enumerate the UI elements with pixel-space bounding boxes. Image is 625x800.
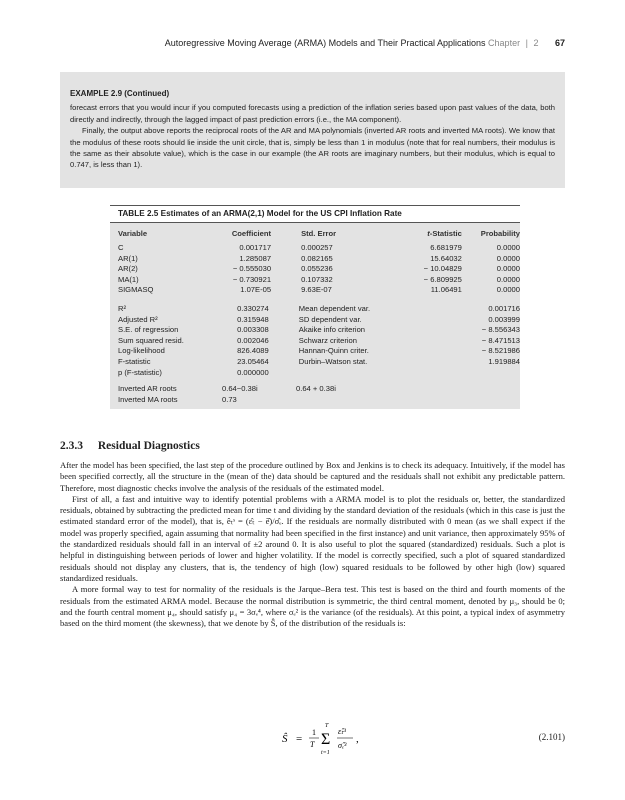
section-number: 2.3.3 — [60, 440, 83, 452]
stat-value-2: 0.001716 — [488, 303, 520, 313]
cell-probability: 0.0000 — [496, 264, 520, 274]
cell-variable: AR(2) — [118, 264, 138, 274]
stat-value: 0.315948 — [237, 314, 269, 324]
stat-label: F-statistic — [118, 356, 151, 366]
body-paragraph-1: After the model has been specified, the last step of the procedure outlined by Box and Jenkins is to check its adequacy. Intuitively, if the model has been specified correctly, all the structure in the (mean of the) data should be captured and the residuals shall not exhibit any predictable pattern. Therefore, most diagnostic checks involve the analysis of the residuals of the estimated model. — [60, 460, 565, 493]
stat-label-2 — [269, 368, 456, 379]
stat-label: S.E. of regression — [118, 325, 179, 335]
example-paragraph-1: forecast errors that you would incur if you computed forecasts using a prediction of the inflation series based upon past values of the data, both directly and indirectly, through the lagged impact of past prediction errors (i.e., the MA component). — [70, 103, 555, 124]
cell-t-statistic: − 10.04829 — [423, 264, 462, 274]
running-header — [60, 38, 565, 48]
cell-probability: 0.0000 — [496, 274, 520, 284]
roots-label: Inverted MA roots — [118, 394, 178, 404]
column-header: Variable — [118, 229, 148, 238]
eq-sum-lower: t=1 — [321, 750, 330, 756]
body-text — [60, 460, 565, 629]
eq-term-den: σ̂ₑ³ — [338, 741, 347, 750]
table-row — [110, 285, 520, 296]
cell-coefficient: 1.07E-05 — [240, 285, 272, 295]
stat-label-2: Akaike info criterion — [298, 325, 366, 335]
cell-coefficient: 0.001717 — [239, 243, 272, 252]
roots-row — [110, 384, 520, 395]
body-paragraph-2: First of all, a fast and intuitive way to identify potential problems with a ARMA model is to plot the residuals or, better, the standardized residuals, obtained by subtracting the predicted mean for time t and dividing by the standard deviation of the residuals (which in this case is just the estimated standard error of the model), that is, êₜˢ = (ε̂ₜ − ē̂)/σ̂ₑ. If the residuals are normally distributed with 0 mean (as we shall expect if the model was properly specified, again assuming that normality had been specified in the first instance) and unit variance, then approximately 95% of the standardized residuals should fall in an interval of ±2 around 0. It is also useful to plot the squared (standardized) residuals. Such a plot is helpful in distinguishing between periods of lower and higher volatility. If the model is correctly specified, such a plot of squared standardized residuals should not display any clusters, that is, the tendency of high (low) squared residuals to be followed by other high (low) squared standardized residuals. — [60, 493, 565, 583]
roots-row — [110, 395, 520, 406]
stat-value: 0.000000 — [237, 367, 269, 377]
cell-t-statistic: 6.681979 — [430, 243, 462, 252]
stat-value-2: − 8.556343 — [481, 325, 520, 335]
stat-value-2 — [455, 368, 520, 379]
section-heading — [60, 440, 200, 452]
column-header: Coefficient — [231, 229, 272, 238]
eq-sum-upper: T — [325, 723, 329, 729]
stat-label: Sum squared resid. — [118, 335, 184, 345]
example-paragraph-2: Finally, the output above reports the reciprocal roots of the AR and MA polynomials (inverted AR roots and inverted MA roots). We know that the modulus of these roots should lie inside the unit circle, that is, simply be less than 1 in modulus (note that for real numbers, their modulus is the same as their absolute value), which is the case in our example (the AR roots are imaginary numbers, but their modulus, which is equal to 0.747, is less than 1). — [70, 126, 555, 170]
stat-value-2: − 8.471513 — [481, 335, 520, 345]
table-row — [110, 254, 520, 265]
stat-label: p (F-statistic) — [118, 367, 162, 377]
body-paragraph-3: A more formal way to test for normality of the residuals is the Jarque–Bera test. This test is based on the third and fourth moments of the residuals from the estimated ARMA model. Because the normal distribution is symmetric, the third central moment, denoted by μ₃, should be 0; and the fourth central moment μ₄, should satisfy μ₄ = 3σₑ⁴, where σₑ² is the variance (of the residuals). At this point, a typical index of asymmetry based on the third moment (the skewness), that we denote by Ŝ, of the distribution of the residuals is: — [60, 584, 565, 629]
eq-frac-num: 1 — [312, 728, 316, 737]
estimates-table — [110, 205, 520, 409]
table-body — [110, 223, 520, 409]
roots-rows — [110, 384, 520, 405]
equation-2-101 — [60, 718, 565, 758]
stat-row — [110, 336, 520, 347]
column-header: t-Statistic — [427, 229, 462, 238]
stat-row — [110, 325, 520, 336]
page-number: 67 — [554, 38, 565, 48]
stat-row — [110, 304, 520, 315]
stat-label: Log-likelihood — [118, 346, 165, 356]
eq-frac-den: T — [310, 740, 315, 749]
stat-row — [110, 346, 520, 357]
stat-label-2: Hannan-Quinn criter. — [298, 346, 369, 356]
stat-label-2: Durbin–Watson stat. — [298, 356, 368, 366]
chapter-number: 2 — [533, 38, 539, 48]
stat-label-2: SD dependent var. — [298, 314, 362, 324]
table-row — [110, 264, 520, 275]
eq-lhs: Ŝ — [282, 733, 288, 745]
skewness-formula — [280, 718, 390, 758]
eq-term-num: ε̂ₜ³ — [338, 727, 346, 736]
section-title: Residual Diagnostics — [97, 440, 200, 452]
cell-t-statistic: 11.06491 — [430, 285, 462, 295]
cell-std-error: 0.000257 — [301, 243, 333, 252]
stat-label-2: Mean dependent var. — [298, 303, 371, 313]
roots-value-2: 0.64 + 0.38i — [296, 384, 336, 394]
cell-variable: MA(1) — [118, 274, 139, 284]
stat-value: 0.002046 — [237, 335, 269, 345]
coefficient-rows — [110, 243, 520, 296]
cell-probability: 0.0000 — [496, 253, 520, 263]
stat-label-2: Schwarz criterion — [298, 335, 358, 345]
stat-row — [110, 357, 520, 368]
cell-probability: 0.0000 — [496, 285, 520, 295]
cell-variable: SIGMASQ — [118, 285, 154, 295]
cell-coefficient: − 0.730921 — [232, 274, 272, 284]
stat-value: 23.05464 — [237, 356, 269, 366]
chapter-label: Chapter — [488, 38, 521, 48]
stat-label: R² — [118, 303, 127, 313]
example-title: EXAMPLE 2.9 (Continued) — [70, 89, 170, 98]
roots-value: 0.64−0.38i — [222, 384, 258, 394]
stat-row — [110, 315, 520, 326]
table-title: TABLE 2.5 Estimates of an ARMA(2,1) Model for the US CPI Inflation Rate — [110, 205, 520, 223]
eq-trailing: , — [356, 733, 359, 745]
stat-value-2: 1.919884 — [488, 356, 520, 366]
stat-label: Adjusted R² — [118, 314, 158, 324]
cell-std-error: 0.082165 — [301, 253, 333, 263]
cell-variable: C — [118, 243, 124, 252]
table-row — [110, 243, 520, 254]
statistics-rows — [110, 304, 520, 378]
example-box — [60, 72, 565, 188]
header-separator: | — [525, 38, 528, 48]
running-title: Autoregressive Moving Average (ARMA) Models and Their Practical Applications — [164, 38, 486, 48]
equation-number: (2.101) — [538, 732, 565, 742]
cell-t-statistic: − 6.809925 — [423, 274, 462, 284]
table-header-row — [110, 225, 520, 243]
stat-value: 0.003308 — [237, 325, 269, 335]
cell-coefficient: 1.285087 — [239, 253, 272, 263]
column-header: Probability — [480, 229, 520, 238]
cell-std-error: 9.63E-07 — [301, 285, 332, 295]
stat-row — [110, 368, 520, 379]
eq-equals: = — [296, 733, 303, 745]
roots-value: 0.73 — [222, 394, 237, 404]
column-header: Std. Error — [301, 229, 337, 238]
eq-sigma: Σ — [321, 731, 331, 748]
roots-value-2 — [296, 395, 376, 406]
cell-std-error: 0.107332 — [301, 274, 333, 284]
stat-value: 826.4089 — [237, 346, 269, 356]
table-row — [110, 275, 520, 286]
stat-value: 0.330274 — [237, 303, 269, 313]
cell-std-error: 0.055236 — [301, 264, 333, 274]
stat-value-2: − 8.521986 — [481, 346, 520, 356]
cell-t-statistic: 15.64032 — [430, 253, 462, 263]
stat-value-2: 0.003999 — [488, 314, 520, 324]
cell-variable: AR(1) — [118, 253, 138, 263]
cell-coefficient: − 0.555030 — [232, 264, 272, 274]
roots-label: Inverted AR roots — [118, 384, 177, 394]
cell-probability: 0.0000 — [496, 243, 520, 252]
